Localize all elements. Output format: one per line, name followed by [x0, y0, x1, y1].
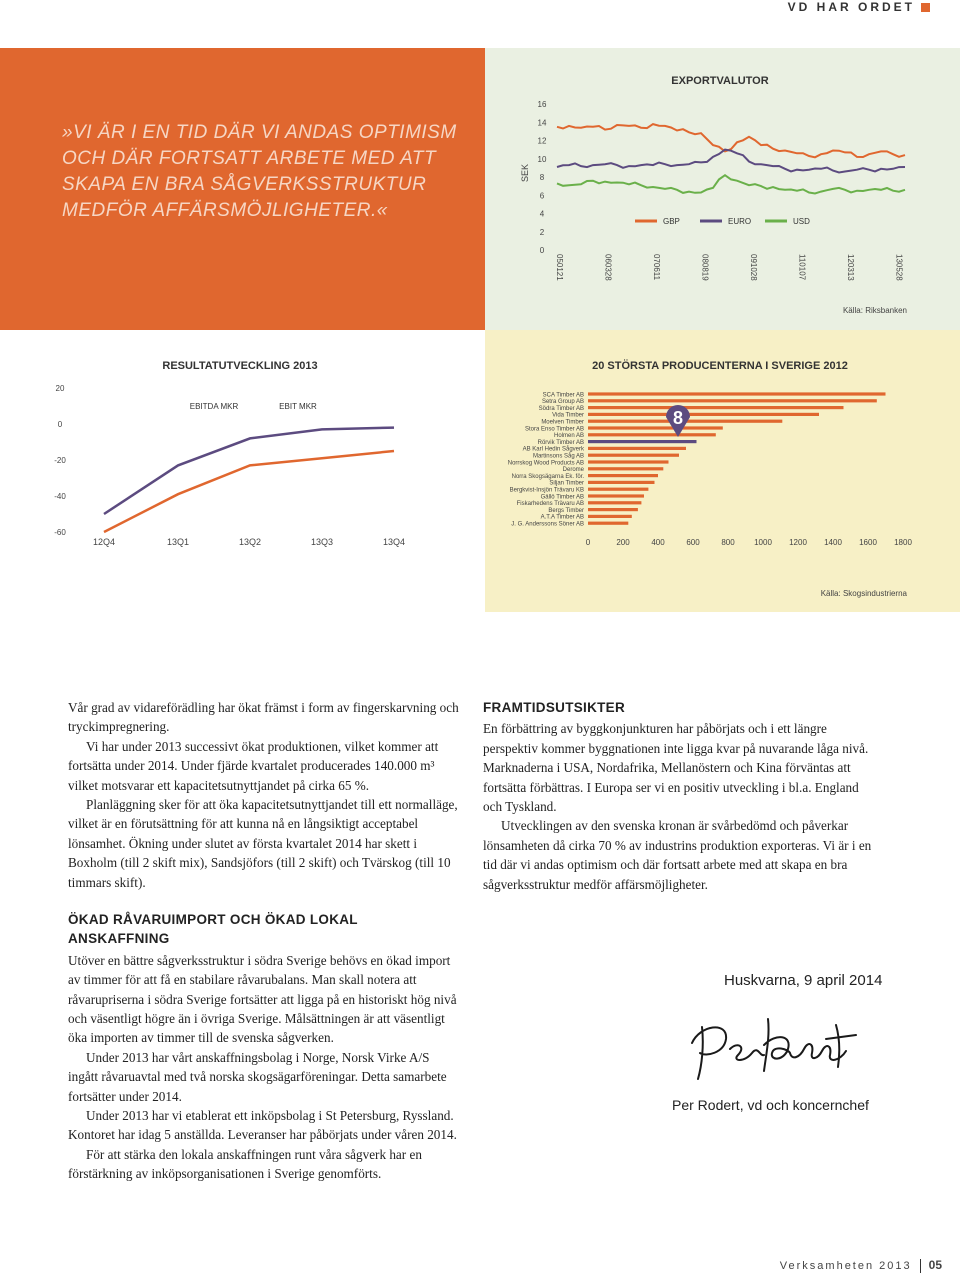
fx-source: Källa: Riksbanken — [842, 306, 907, 315]
result-series-line — [104, 428, 394, 514]
producer-label: Södra Timber AB — [538, 405, 584, 412]
fx-y-tick-label: 14 — [537, 118, 547, 128]
producer-label: SCA Timber AB — [542, 392, 584, 399]
fx-x-tick-label: 110107 — [797, 254, 807, 281]
producers-source: Källa: Skogsindustrierna — [820, 589, 907, 598]
section-title: VD HAR ORDET — [787, 0, 915, 14]
quote-panel — [0, 48, 485, 330]
producer-label: Holmen AB — [553, 433, 584, 440]
body-column-right — [483, 698, 875, 894]
producer-bar — [588, 501, 641, 504]
producer-bar — [588, 413, 819, 416]
paragraph: För att stärka den lokala anskaffningen runt våra sågverk har en förstärkning av inköpsorganisationen i Sverige genomförts. — [68, 1146, 422, 1182]
producer-label: Derome — [562, 467, 584, 474]
section-heading: FRAMTIDSUTSIKTER — [483, 700, 626, 715]
producer-label: Setra Group AB — [541, 399, 584, 406]
producer-bar — [588, 494, 644, 497]
producer-label: Siljan Timber — [549, 480, 584, 487]
fx-legend-label: USD — [793, 217, 810, 226]
result-chart-title: RESULTATUTVECKLING 2013 — [162, 360, 318, 372]
producer-label: Vida Timber — [552, 412, 584, 419]
producer-x-tick-label: 200 — [616, 538, 630, 547]
producer-bar — [588, 447, 686, 450]
producer-x-tick-label: 400 — [651, 538, 665, 547]
producer-bar — [588, 392, 886, 395]
section-square-icon — [921, 3, 930, 12]
producer-label: Martinsons Såg AB — [532, 453, 584, 460]
result-y-tick-label: -40 — [54, 492, 66, 501]
paragraph: Vi har under 2013 successivt ökat produktionen, vilket kommer att fortsätta under 2014. Under fjärde kvartalet producerades 140.000 m³ vilket motsvarar ett kapacitetsutnyttjandet på cirka 65 %. — [68, 738, 439, 793]
producer-bar — [588, 399, 877, 402]
producer-label: Norra Skogsägarna Ek. för. — [511, 473, 584, 480]
result-y-tick-label: -60 — [54, 528, 66, 537]
producer-label: Fiskarhedens Trävaru AB — [516, 501, 584, 508]
result-x-tick-label: 13Q4 — [382, 537, 406, 547]
fx-chart-title: EXPORTVALUTOR — [671, 75, 769, 87]
fx-series-line — [557, 124, 905, 157]
paragraph: Under 2013 har vårt anskaffningsbolag i Norge, Norsk Virke A/S ingått råvaruavtal med två norska skogsägarföreningar. Detta samarbete fortsätter under 2014. — [68, 1049, 447, 1104]
producer-bar — [588, 481, 655, 484]
producer-label: A.T.A Timber AB — [540, 514, 584, 521]
place-date: Huskvarna, 9 april 2014 — [724, 972, 883, 989]
result-y-tick-label: 0 — [57, 420, 63, 429]
producer-bar — [588, 406, 844, 409]
producer-bar — [588, 488, 648, 491]
fx-y-tick-label: 0 — [539, 246, 545, 255]
producer-bar — [588, 515, 632, 518]
result-legend-label: EBIT MKR — [279, 402, 317, 411]
result-series-line — [104, 451, 394, 532]
result-x-tick-label: 13Q1 — [166, 537, 190, 547]
fx-chart — [485, 48, 960, 330]
fx-x-tick-label: 050121 — [555, 254, 564, 281]
section-header — [788, 0, 930, 14]
fx-y-tick-label: 10 — [537, 154, 547, 164]
producer-label: Norrskog Wood Products AB — [507, 460, 584, 467]
result-x-tick-label: 13Q3 — [310, 537, 334, 547]
body-column-left-lower — [68, 910, 460, 1184]
producer-x-tick-label: 1800 — [894, 538, 912, 547]
producer-label: Bergs Timber — [548, 507, 584, 514]
fx-y-tick-label: 8 — [539, 173, 545, 182]
paragraph: En förbättring av byggkonjunkturen har påbörjats och i ett längre perspektiv kommer byggnationen inte ligga kvar på nuvarande låga nivå. Marknaderna i USA, Nordafrika, Mellanöstern och Kina förväntas att fortsätta förbättras. I Europa ser vi en positiv utveckling i bl.a. England och Tyskland. — [483, 721, 869, 815]
fx-y-tick-label: 12 — [537, 136, 547, 146]
fx-x-tick-label: 130528 — [894, 254, 904, 281]
producer-label: Moelven Timber — [541, 419, 584, 426]
fx-y-axis-label: SEK — [520, 163, 530, 183]
fx-x-tick-label: 070611 — [652, 254, 661, 281]
fx-series-line — [557, 175, 905, 193]
section-heading: ÖKAD RÅVARUIMPORT OCH ÖKAD LOKAL ANSKAFFNING — [68, 912, 358, 947]
fx-x-tick-label: 091028 — [749, 254, 758, 281]
result-y-tick-label: 20 — [55, 384, 65, 393]
producer-bar — [588, 474, 658, 477]
paragraph: Under 2013 har vi etablerat ett inköpsbolag i St Petersburg, Ryssland. Kontoret har idag 5 anställda. Leveranser har påbörjats under våren 2014. — [68, 1108, 457, 1143]
paragraph: Planläggning sker för att öka kapacitetsutnyttjandet till ett normalläge, vilket är en förutsättning för att kunna nå en långsiktigt acceptabel lönsamhet. Ökning under slutet av första kvartalet 2014 har skett i Boxholm (till 2 skift mix), Sandsjöfors (till 2 skift) och Tvärskog (till 10 timmars skift). — [68, 797, 458, 890]
result-x-tick-label: 12Q4 — [92, 537, 116, 547]
footer-label: Verksamheten 2013 — [779, 1259, 912, 1272]
result-y-tick-label: -20 — [54, 456, 66, 465]
fx-panel — [485, 48, 960, 330]
producer-x-tick-label: 1400 — [824, 538, 842, 547]
producer-bar — [588, 426, 723, 429]
result-chart — [0, 330, 485, 612]
fx-x-tick-label: 080819 — [700, 254, 710, 281]
producer-bar — [588, 454, 679, 457]
producer-label: Rörvik Timber AB — [537, 439, 584, 446]
producers-panel — [485, 330, 960, 612]
producer-bar — [588, 433, 716, 436]
body-column-left — [68, 698, 460, 892]
fx-x-tick-label: 060328 — [603, 254, 613, 281]
producers-chart-title: 20 STÖRSTA PRODUCENTERNA I SVERIGE 2012 — [592, 360, 848, 372]
producer-label: J. G. Anderssons Söner AB — [511, 521, 584, 528]
signature-name: Per Rodert, vd och koncernchef — [672, 1097, 869, 1113]
producer-label: Gällö Timber AB — [540, 494, 584, 501]
producer-x-tick-label: 1600 — [859, 538, 877, 547]
signature-image — [680, 1005, 880, 1085]
fx-legend-label: GBP — [663, 217, 680, 226]
paragraph: Vår grad av vidareförädling har ökat främst i form av fingerskarvning och tryckimpregnering. — [68, 700, 459, 735]
paragraph: Utöver en bättre sågverksstruktur i södra Sverige behövs en ökad import av timmer för att få en stabilare råvarubalans. Man skall notera att råvarupriserna i södra Sverige fortsätter att ligga på en historiskt hög nivå och väsentligt högre än i övriga Sverige. Målsättningen är att väsentligt öka importen av timmer till de svenska sågverken. — [68, 952, 457, 1046]
producer-bar — [588, 522, 628, 525]
producer-x-tick-label: 600 — [686, 538, 700, 547]
rank-marker-label: 8 — [672, 408, 684, 428]
page-number: 05 — [928, 1257, 942, 1272]
producer-bar — [588, 467, 663, 470]
pull-quote: »VI ÄR I EN TID DÄR VI ANDAS OPTIMISM OCH DÄR FORTSATT ARBETE MED ATT SKAPA EN BRA SÅGVERKSSTRUKTUR MEDFÖR AFFÄRSMÖJLIGHETER.« — [62, 122, 457, 221]
footer-divider — [920, 1259, 921, 1273]
fx-y-tick-label: 4 — [539, 209, 545, 219]
fx-y-tick-label: 16 — [537, 100, 547, 109]
producer-x-tick-label: 0 — [585, 538, 591, 547]
producer-x-tick-label: 800 — [721, 538, 735, 547]
producer-x-tick-label: 1200 — [789, 538, 807, 547]
fx-x-tick-label: 120313 — [846, 254, 855, 281]
result-legend-label: EBITDA MKR — [189, 402, 239, 411]
producer-label: AB Karl Hedin Sågverk — [522, 446, 584, 453]
producer-bar — [588, 508, 638, 511]
result-x-tick-label: 13Q2 — [238, 537, 262, 547]
producer-x-tick-label: 1000 — [754, 538, 772, 547]
producer-label: Bergkvist-Insjön Trävaru KB — [509, 487, 584, 494]
producer-bar — [588, 440, 697, 443]
paragraph: Utvecklingen av den svenska kronan är svårbedömd och påverkar lönsamheten då cirka 70 % av industrins produktion exporteras. Vi är i en tid där vi andas optimism och där fortsatt arbete med att skapa en bra sågverksstruktur medför affärsmöjligheter. — [483, 818, 872, 892]
producers-chart — [485, 330, 960, 612]
producer-label: Stora Enso Timber AB — [524, 426, 584, 433]
producer-bar — [588, 460, 669, 463]
fx-y-tick-label: 6 — [539, 191, 545, 201]
page-footer — [780, 1258, 942, 1273]
fx-legend-label: EURO — [728, 217, 752, 226]
fx-y-tick-label: 2 — [539, 227, 545, 237]
